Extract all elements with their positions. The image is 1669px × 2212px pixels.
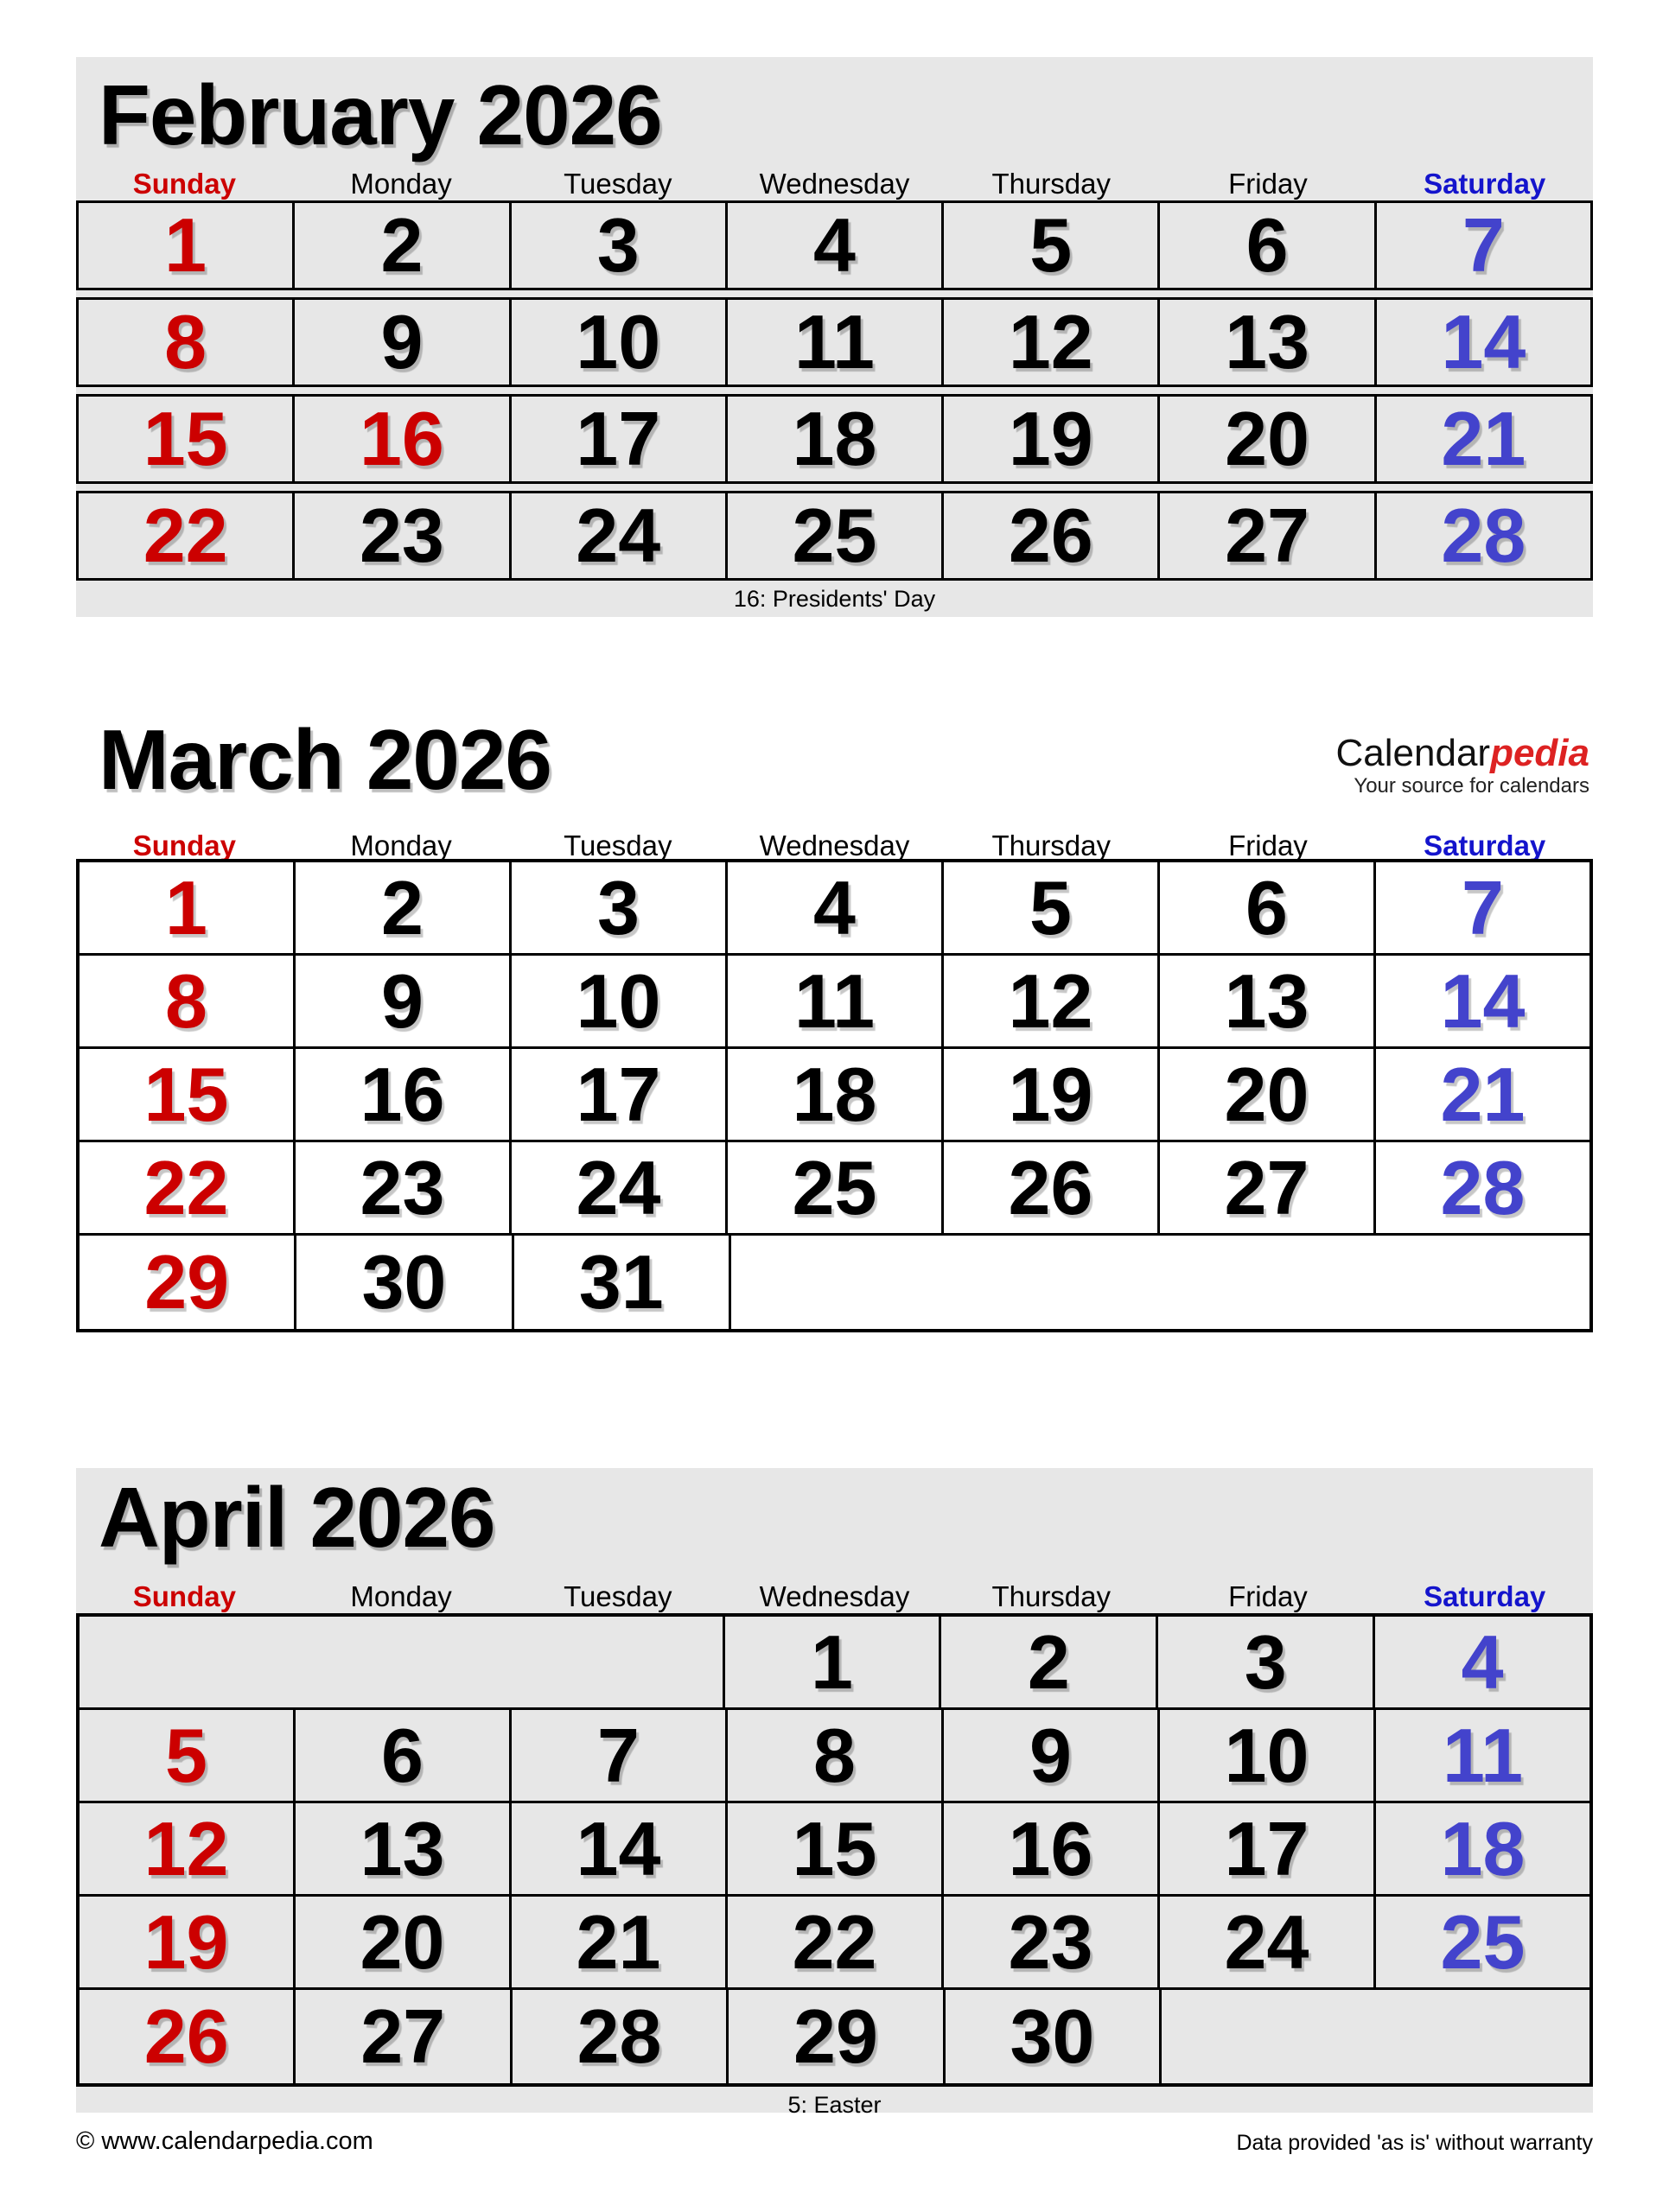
calendar-week-row: [76, 297, 1593, 387]
date-cell-march-20: 20: [1157, 1049, 1373, 1140]
weekday-label-tuesday: Tuesday: [564, 830, 672, 861]
date-cell-february-19: 19: [941, 397, 1157, 481]
date-cell-february-3: 3: [509, 203, 725, 288]
weekday-label-saturday: Saturday: [1424, 168, 1546, 200]
weekday-header-row: [76, 830, 1593, 862]
logo-wordmark: [1336, 734, 1589, 772]
date-cell-april-6: 6: [293, 1710, 509, 1801]
date-cell-april-26: 26: [143, 1993, 229, 2079]
date-cell-april-7: 7: [509, 1710, 725, 1801]
date-cell-march-14: 14: [1373, 956, 1589, 1046]
date-cell-february-4: 4: [725, 203, 941, 288]
date-cell-april-28: 28: [510, 1990, 726, 2083]
date-cell-february-10: 10: [509, 300, 725, 385]
date-cell-march-27: 27: [1157, 1142, 1373, 1233]
date-cell-april-30: 30: [943, 1990, 1159, 2083]
date-cell-april-2: 2: [939, 1617, 1156, 1707]
calendar-week-row: [76, 394, 1593, 484]
calendar-week-row: [80, 1236, 1589, 1329]
holiday-footnote-february: 16: Presidents' Day: [733, 586, 936, 612]
date-cell-march-17: 17: [509, 1049, 725, 1140]
empty-cell: [1159, 1990, 1589, 2083]
calendar-grid-april: [76, 1613, 1593, 2087]
date-cell-april-23: 23: [941, 1897, 1157, 1987]
date-cell-march-26: 26: [941, 1142, 1157, 1233]
date-cell-february-2: 2: [292, 203, 508, 288]
calendarpedia-logo: [1336, 734, 1589, 797]
date-cell-april-15: 15: [725, 1803, 941, 1894]
date-cell-february-22: 22: [143, 493, 228, 578]
calendar-february: [76, 57, 1593, 617]
weekday-label-thursday: Thursday: [991, 1580, 1112, 1612]
weekday-label-wednesday: Wednesday: [759, 1580, 910, 1612]
weekday-label-sunday: Sunday: [132, 168, 236, 200]
calendar-week-row: [80, 862, 1589, 956]
weekday-label-friday: Friday: [1228, 830, 1308, 861]
date-cell-april-3: 3: [1156, 1617, 1373, 1707]
date-cell-april-17: 17: [1157, 1803, 1373, 1894]
date-cell-february-25: 25: [725, 493, 941, 578]
holiday-footnote-april: 5: Easter: [787, 2092, 882, 2118]
copyright-text: © www.calendarpedia.com: [76, 2127, 373, 2155]
date-cell-march-12: 12: [941, 956, 1157, 1046]
date-cell-april-13: 13: [293, 1803, 509, 1894]
date-cell-april-21: 21: [509, 1897, 725, 1987]
date-cell-march-31: 31: [512, 1236, 729, 1329]
weekday-label-monday: Monday: [350, 1580, 452, 1612]
date-cell-april-20: 20: [293, 1897, 509, 1987]
date-cell-april-10: 10: [1157, 1710, 1373, 1801]
date-cell-february-28: 28: [1374, 493, 1590, 578]
weekday-label-wednesday: Wednesday: [759, 830, 910, 861]
date-cell-march-24: 24: [509, 1142, 725, 1233]
calendar-week-row: [80, 1803, 1589, 1897]
calendar-week-row: [80, 956, 1589, 1049]
month-title-february: February 2026: [99, 67, 662, 162]
date-cell-february-13: 13: [1157, 300, 1373, 385]
date-cell-april-5: 5: [165, 1712, 207, 1798]
date-cell-april-11: 11: [1373, 1710, 1589, 1801]
weekday-label-thursday: Thursday: [991, 830, 1112, 861]
date-cell-february-11: 11: [725, 300, 941, 385]
empty-cell: [80, 1617, 723, 1707]
date-cell-april-8: 8: [725, 1710, 941, 1801]
weekday-label-saturday: Saturday: [1424, 830, 1546, 861]
date-cell-february-26: 26: [941, 493, 1157, 578]
disclaimer-text: Data provided 'as is' without warranty: [1236, 2131, 1593, 2155]
date-cell-march-18: 18: [725, 1049, 941, 1140]
date-cell-april-1: 1: [723, 1617, 940, 1707]
weekday-header-row: [76, 168, 1593, 200]
date-cell-february-23: 23: [292, 493, 508, 578]
logo-text-red: pedia: [1490, 732, 1589, 774]
calendar-week-row: [80, 1142, 1589, 1236]
date-cell-february-5: 5: [941, 203, 1157, 288]
date-cell-april-4: 4: [1373, 1617, 1589, 1707]
date-cell-march-7: 7: [1373, 862, 1589, 953]
date-cell-february-27: 27: [1157, 493, 1373, 578]
date-cell-february-7: 7: [1374, 203, 1590, 288]
date-cell-april-22: 22: [725, 1897, 941, 1987]
date-cell-march-16: 16: [293, 1049, 509, 1140]
calendar-week-row: [76, 200, 1593, 290]
date-cell-february-17: 17: [509, 397, 725, 481]
calendar-week-row: [80, 1617, 1589, 1710]
date-cell-february-16: 16: [292, 397, 508, 481]
date-cell-april-18: 18: [1373, 1803, 1589, 1894]
weekday-label-monday: Monday: [350, 830, 452, 861]
date-cell-february-8: 8: [164, 299, 207, 385]
date-cell-march-25: 25: [725, 1142, 941, 1233]
date-cell-march-8: 8: [165, 957, 207, 1044]
date-cell-march-28: 28: [1373, 1142, 1589, 1233]
date-cell-february-20: 20: [1157, 397, 1373, 481]
calendar-week-row: [76, 491, 1593, 581]
date-cell-february-18: 18: [725, 397, 941, 481]
date-cell-march-15: 15: [143, 1051, 229, 1137]
date-cell-april-24: 24: [1157, 1897, 1373, 1987]
date-cell-april-14: 14: [509, 1803, 725, 1894]
logo-tagline: Your source for calendars: [1354, 774, 1589, 798]
date-cell-march-2: 2: [293, 862, 509, 953]
date-cell-march-5: 5: [941, 862, 1157, 953]
date-cell-march-9: 9: [293, 956, 509, 1046]
date-cell-march-11: 11: [725, 956, 941, 1046]
date-cell-march-6: 6: [1157, 862, 1373, 953]
date-cell-april-16: 16: [941, 1803, 1157, 1894]
date-cell-april-27: 27: [293, 1990, 509, 2083]
calendar-grid-february: [76, 200, 1593, 581]
date-cell-march-21: 21: [1373, 1049, 1589, 1140]
calendar-week-row: [80, 1049, 1589, 1142]
calendar-week-row: [80, 1897, 1589, 1990]
weekday-label-tuesday: Tuesday: [564, 1580, 672, 1612]
date-cell-february-1: 1: [164, 202, 207, 288]
logo-text-black: Calendar: [1335, 732, 1491, 774]
date-cell-march-19: 19: [941, 1049, 1157, 1140]
date-cell-march-10: 10: [509, 956, 725, 1046]
date-cell-march-23: 23: [293, 1142, 509, 1233]
weekday-label-friday: Friday: [1228, 168, 1308, 200]
date-cell-february-21: 21: [1374, 397, 1590, 481]
calendar-week-row: [80, 1710, 1589, 1803]
date-cell-february-6: 6: [1157, 203, 1373, 288]
date-cell-february-24: 24: [509, 493, 725, 578]
calendar-march: [76, 712, 1593, 1334]
month-title-march: March 2026: [99, 712, 551, 807]
date-cell-february-14: 14: [1374, 300, 1590, 385]
calendar-april: [76, 1468, 1593, 2118]
weekday-label-sunday: Sunday: [132, 1580, 236, 1612]
date-cell-april-12: 12: [143, 1805, 229, 1891]
weekday-label-friday: Friday: [1228, 1580, 1308, 1612]
date-cell-march-30: 30: [294, 1236, 511, 1329]
date-cell-february-15: 15: [143, 396, 228, 481]
date-cell-april-29: 29: [726, 1990, 942, 2083]
empty-cell: [729, 1236, 1589, 1329]
weekday-header-row: [76, 1580, 1593, 1613]
date-cell-march-3: 3: [509, 862, 725, 953]
weekday-label-monday: Monday: [350, 168, 452, 200]
date-cell-february-9: 9: [292, 300, 508, 385]
date-cell-march-1: 1: [165, 864, 207, 950]
calendar-grid-march: [76, 859, 1593, 1332]
calendar-week-row: [80, 1990, 1589, 2083]
weekday-label-saturday: Saturday: [1424, 1580, 1546, 1612]
month-title-april: April 2026: [99, 1470, 495, 1565]
date-cell-april-25: 25: [1373, 1897, 1589, 1987]
date-cell-march-29: 29: [144, 1239, 230, 1325]
date-cell-april-9: 9: [941, 1710, 1157, 1801]
weekday-label-sunday: Sunday: [132, 830, 236, 861]
date-cell-march-4: 4: [725, 862, 941, 953]
date-cell-march-13: 13: [1157, 956, 1373, 1046]
date-cell-april-19: 19: [143, 1898, 229, 1985]
weekday-label-thursday: Thursday: [991, 168, 1112, 200]
weekday-label-wednesday: Wednesday: [759, 168, 910, 200]
date-cell-march-22: 22: [143, 1144, 229, 1230]
weekday-label-tuesday: Tuesday: [564, 168, 672, 200]
date-cell-february-12: 12: [941, 300, 1157, 385]
